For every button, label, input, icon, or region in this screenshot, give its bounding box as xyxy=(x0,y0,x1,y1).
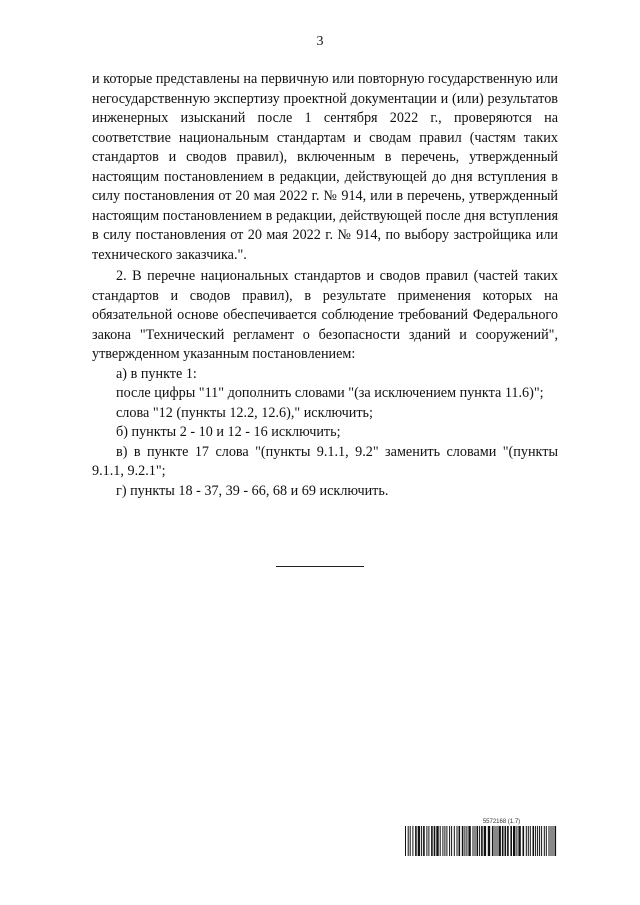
page-number: 3 xyxy=(316,34,324,49)
paragraph-amendment-2: слова "12 (пункты 12.2, 12.6)," исключить; xyxy=(116,404,373,421)
paragraph-subitem-g: г) пункты 18 - 37, 39 - 66, 68 и 69 исключить. xyxy=(116,482,389,499)
barcode-number: 5572168 (1.7) xyxy=(482,819,521,825)
end-divider-line xyxy=(276,566,364,567)
paragraph-continuation: и которые представлены на первичную или повторную государственную или негосударственную экспертизу проектной документации и (или) результатов инженерных изысканий после 1 сентября 2022 г., проверяются на соответствие национальным стандартам и сводам правил (частям таких стандартов и сводов правил), включенным в перечень, утвержденный настоящим постановлением в редакции, действующей до дня вступления в силу постановления от 20 мая 2022 г. № 914, или в перечень, утвержденный настоящим постановлением в редакции, действующей после дня вступления в силу постановления от 20 мая 2022 г. № 914, по выбору застройщика или технического заказчика.". xyxy=(92,71,558,263)
document-body xyxy=(92,70,558,501)
paragraph-subitem-a: а) в пункте 1: xyxy=(116,365,197,382)
barcode-icon xyxy=(404,826,559,856)
paragraph-subitem-v: в) в пункте 17 слова "(пункты 9.1.1, 9.2" заменить словами "(пункты 9.1.1, 9.2.1"; xyxy=(92,443,558,479)
barcode-block xyxy=(404,818,559,856)
paragraph-item-2: 2. В перечне национальных стандартов и сводов правил (частей таких стандартов и сводов правил), в результате применения которых на обязательной основе обеспечивается соблюдение требований Федерального закона "Технический регламент о безопасности зданий и сооружений", утвержденном указанным постановлением: xyxy=(92,268,558,362)
paragraph-amendment-1: после цифры "11" дополнить словами "(за исключением пункта 11.6)"; xyxy=(116,385,544,401)
paragraph-subitem-b: б) пункты 2 - 10 и 12 - 16 исключить; xyxy=(116,424,341,440)
